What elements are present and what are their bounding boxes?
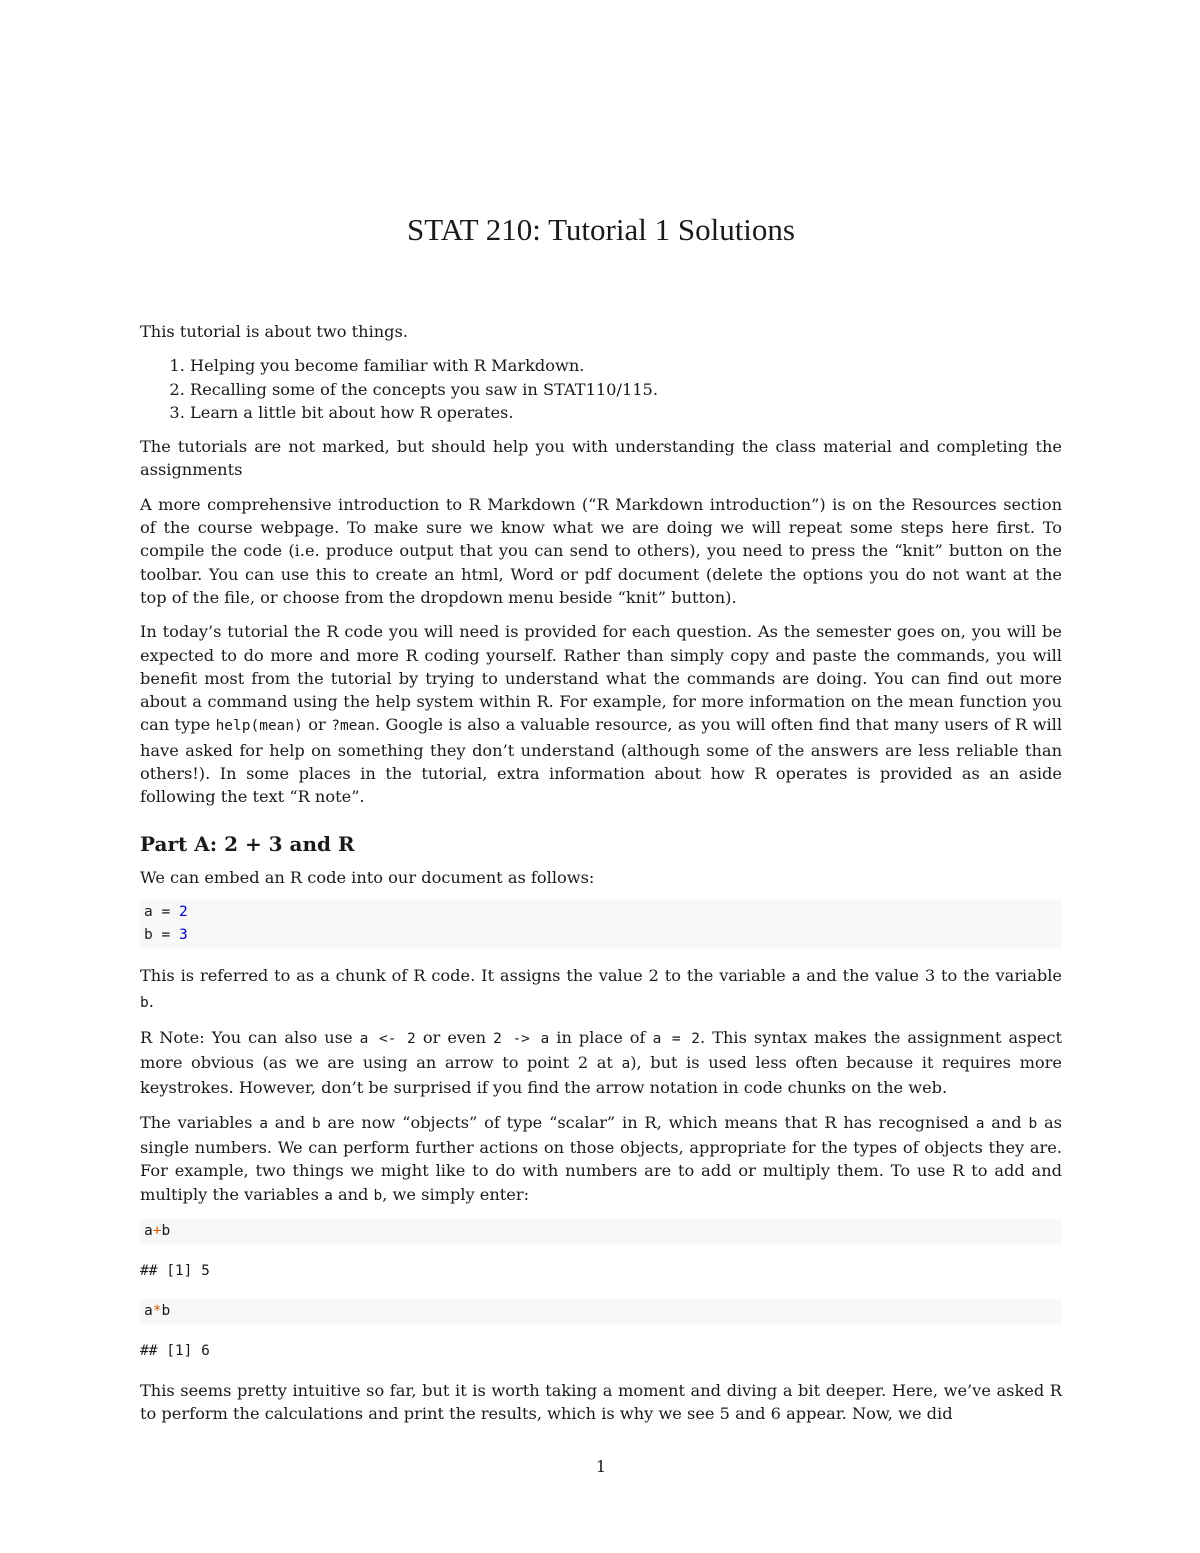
rnote-paragraph bbox=[140, 1026, 1062, 1100]
text-segment: . bbox=[148, 991, 154, 1011]
inline-code: a bbox=[259, 1115, 268, 1132]
code-output: ## [1] 5 bbox=[140, 1262, 210, 1279]
code-token: a bbox=[144, 904, 153, 921]
text-segment: and bbox=[984, 1112, 1029, 1132]
embed-paragraph: We can embed an R code into our document as follows: bbox=[140, 867, 595, 887]
code-token: b bbox=[161, 1222, 171, 1239]
text-segment: , we simply enter: bbox=[382, 1184, 530, 1204]
code-token: a bbox=[144, 1302, 153, 1319]
intro-paragraph: This tutorial is about two things. bbox=[140, 322, 408, 341]
document-page bbox=[140, 0, 1062, 1553]
inline-code: a bbox=[791, 969, 801, 986]
code-operator: * bbox=[152, 1302, 162, 1319]
text-segment: in place of bbox=[549, 1027, 653, 1047]
text-segment: The variables bbox=[140, 1112, 260, 1132]
inline-code: help(mean) bbox=[215, 718, 303, 735]
code-token: b bbox=[144, 927, 153, 944]
code-operator: + bbox=[152, 1222, 162, 1239]
chunk-paragraph bbox=[140, 964, 1062, 1015]
code-token: a bbox=[144, 1222, 153, 1239]
list-item: 1. Helping you become familiar with R Markdown. bbox=[190, 354, 1062, 377]
code-number: 3 bbox=[178, 927, 188, 944]
inline-code: b bbox=[140, 994, 149, 1011]
text-segment: or bbox=[302, 715, 332, 735]
page-number: 1 bbox=[595, 1457, 607, 1476]
inline-code: a bbox=[975, 1115, 985, 1132]
text-segment: This is referred to as a chunk of R code. It assigns the value 2 to the variable bbox=[140, 966, 792, 986]
code-output: ## [1] 6 bbox=[140, 1342, 210, 1359]
text-segment: and bbox=[267, 1112, 313, 1132]
text-segment: and the value 3 to the variable bbox=[800, 966, 1062, 986]
inline-code: b bbox=[1028, 1115, 1038, 1132]
inline-code: b bbox=[312, 1115, 321, 1132]
list-item: 2. Recalling some of the concepts you saw in STAT110/115. bbox=[190, 378, 1062, 401]
inline-code: b bbox=[373, 1187, 383, 1204]
text-segment: or even bbox=[415, 1027, 494, 1047]
text-segment: as single numbers. We can perform further actions on those objects, appropriate for the types of objects they are. For example, two things we might like to do with numbers are to add or multiply them. To use R to add and multiply the variables bbox=[140, 1112, 1062, 1204]
goals-list bbox=[140, 354, 1062, 424]
inline-code: a <- 2 bbox=[359, 1030, 416, 1047]
inline-code: ?mean bbox=[331, 718, 375, 735]
inline-code: a bbox=[621, 1056, 631, 1073]
document-title: STAT 210: Tutorial 1 Solutions bbox=[407, 212, 795, 247]
inline-code: a bbox=[324, 1187, 333, 1204]
intuitive-paragraph: This seems pretty intuitive so far, but it is worth taking a moment and diving a bit deeper. Here, we’ve asked R to perform the calculations and print the results, which is why we see 5 and 6 appear. Now, we did bbox=[140, 1380, 1062, 1424]
text-segment: and bbox=[332, 1184, 374, 1204]
text-segment: are now “objects” of type “scalar” in R, which means that R has recognised bbox=[320, 1112, 976, 1132]
code-token: = bbox=[152, 904, 179, 921]
inline-code: a = 2 bbox=[652, 1030, 701, 1047]
code-token: b bbox=[161, 1302, 171, 1319]
document-body bbox=[140, 320, 1062, 1437]
code-token: = bbox=[152, 927, 179, 944]
text-segment: . Google is also a valuable resource, as you will often find that many users of R will have asked for help on something they don’t understand (although some of the answers are less reliable than others!). In some places in the tutorial, extra information about how R operates is provided as an aside following the text “R note”. bbox=[140, 715, 1062, 807]
code-number: 2 bbox=[178, 904, 188, 921]
code-chunk-add bbox=[140, 1219, 1062, 1244]
inline-code: 2 -> a bbox=[493, 1030, 550, 1047]
text-segment: In today’s tutorial the R code you will need is provided for each question. As the semester goes on, you will be expected to do more and more R coding yourself. Rather than simply copy and paste the commands, you will benefit most from the tutorial by trying to understand what the commands are doing. You can find out more about a command using the help system within R. For example, for more information on the mean function you can type bbox=[140, 622, 1062, 735]
text-segment: R Note: You can also use bbox=[140, 1027, 360, 1047]
code-chunk bbox=[140, 900, 1062, 948]
today-paragraph bbox=[140, 620, 1062, 808]
variables-paragraph bbox=[140, 1111, 1062, 1208]
rmarkdown-intro-paragraph: A more comprehensive introduction to R Markdown (“R Markdown introduction”) is on the Resources section of the course webpage. To make sure we know what we are doing we will repeat some steps here first. To compile the code (i.e. produce output that you can send to others), you need to press the “knit” button on the toolbar. You can use this to create an html, Word or pdf document (delete the options you do not want at the top of the file, or choose from the dropdown menu beside “knit” button). bbox=[140, 494, 1062, 607]
tutorials-paragraph: The tutorials are not marked, but should help you with understanding the class material and completing the assignments bbox=[140, 437, 1062, 480]
list-item: 3. Learn a little bit about how R operates. bbox=[190, 401, 1062, 424]
text-segment: . This syntax makes the assignment aspect more obvious (as we are using an arrow to point 2 at bbox=[140, 1027, 1062, 1073]
text-segment: ), but is used less often because it requires more keystrokes. However, don’t be surprised if you find the arrow notation in code chunks on the web. bbox=[140, 1053, 1062, 1098]
code-chunk-multiply bbox=[140, 1299, 1062, 1324]
part-a-heading: Part A: 2 + 3 and R bbox=[140, 831, 355, 856]
